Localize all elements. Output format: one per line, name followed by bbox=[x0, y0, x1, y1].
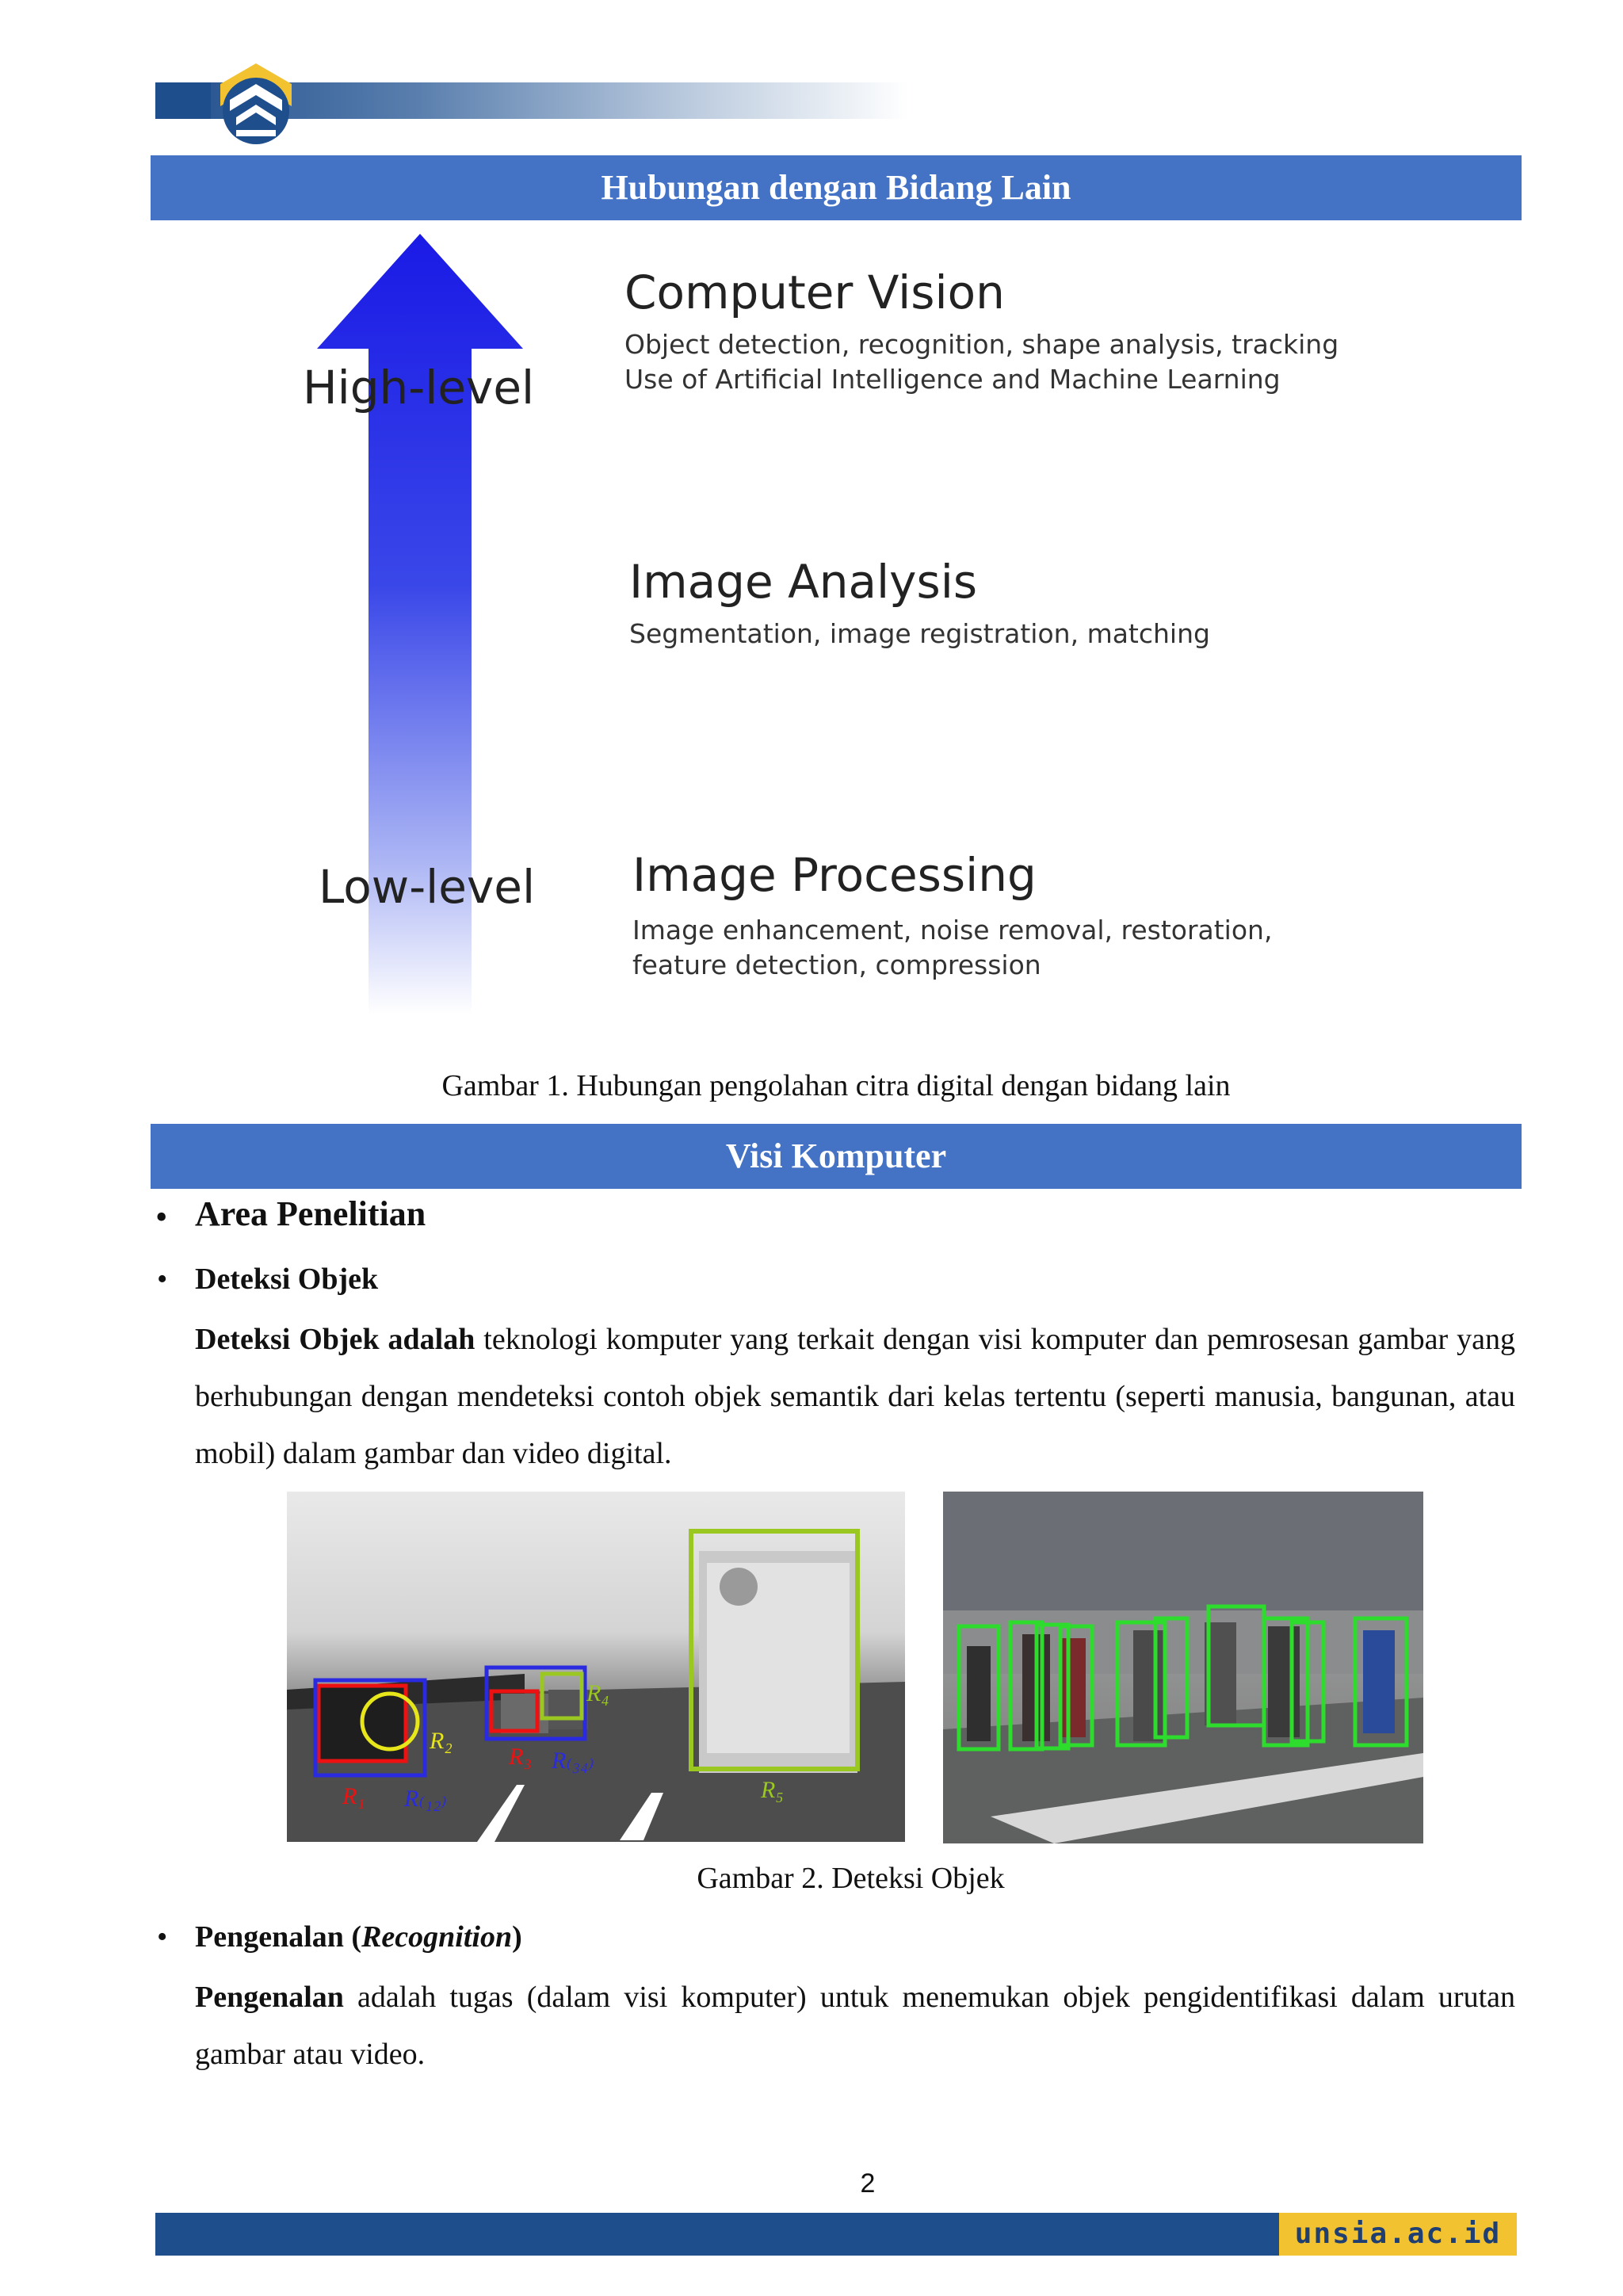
bullet-icon: • bbox=[155, 1198, 168, 1236]
vehicle-detection-photo bbox=[287, 1492, 905, 1842]
level-desc: Image enhancement, noise removal, restoration, bbox=[632, 915, 1273, 946]
pengenalan-prefix: Pengenalan ( bbox=[195, 1920, 362, 1954]
footer-site: unsia.ac.id bbox=[1279, 2213, 1517, 2256]
level-title: Image Analysis bbox=[629, 555, 978, 609]
pengenalan-italic: Recognition bbox=[361, 1920, 513, 1954]
pengenalan-heading bbox=[195, 1920, 522, 1954]
bullet-icon: • bbox=[157, 1263, 168, 1296]
header-square bbox=[155, 82, 211, 119]
footer-bar bbox=[155, 2213, 1279, 2256]
deteksi-lead: Deteksi Objek adalah bbox=[195, 1323, 475, 1356]
section-title: Visi Komputer bbox=[725, 1137, 947, 1175]
deteksi-paragraph bbox=[195, 1311, 1515, 1482]
region-label: R₅ bbox=[761, 1777, 784, 1803]
pengenalan-suffix: ) bbox=[512, 1920, 522, 1954]
pengenalan-paragraph bbox=[195, 1969, 1515, 2083]
level-image-analysis bbox=[629, 555, 1210, 651]
bullet-icon: • bbox=[157, 1920, 168, 1954]
section-title: Hubungan dengan Bidang Lain bbox=[601, 168, 1071, 207]
area-heading: Area Penelitian bbox=[195, 1194, 426, 1233]
pengenalan-text: adalah tugas (dalam visi komputer) untuk menemukan objek pengidentifikasi dalam urutan gambar atau video. bbox=[195, 1981, 1515, 2071]
region-label: R₍₃₄₎ bbox=[552, 1748, 594, 1774]
unsia-logo-icon bbox=[212, 60, 300, 147]
level-desc: Object detection, recognition, shape analysis, tracking bbox=[624, 329, 1339, 360]
pengenalan-lead: Pengenalan bbox=[195, 1981, 344, 2014]
section-title-band bbox=[151, 1124, 1522, 1189]
section-title-band bbox=[151, 155, 1522, 220]
level-computer-vision bbox=[624, 266, 1338, 397]
level-image-processing bbox=[632, 848, 1272, 983]
deteksi-heading: Deteksi Objek bbox=[195, 1263, 379, 1296]
level-desc: feature detection, compression bbox=[632, 949, 1041, 980]
figure2-caption: Gambar 2. Deteksi Objek bbox=[697, 1862, 1005, 1895]
region-label: R₍₁₂₎ bbox=[404, 1786, 447, 1812]
page-number: 2 bbox=[860, 2168, 876, 2199]
hierarchy-figure bbox=[293, 226, 1339, 1018]
low-level-label: Low-level bbox=[319, 860, 536, 914]
high-level-label: High-level bbox=[303, 361, 535, 415]
region-label: R₃ bbox=[509, 1744, 532, 1770]
level-desc: Use of Artificial Intelligence and Machine Learning bbox=[624, 364, 1281, 395]
level-title: Image Processing bbox=[632, 848, 1037, 902]
figure1-caption: Gambar 1. Hubungan pengolahan citra digital dengan bidang lain bbox=[441, 1069, 1231, 1102]
deteksi-text: teknologi komputer yang terkait dengan visi komputer dan pemrosesan gambar yang berhubungan dengan mendeteksi contoh objek semantik dari kelas tertentu (seperti manusia, bangunan, atau mobil) dalam gambar dan video digital. bbox=[195, 1323, 1515, 1470]
region-label: R₂ bbox=[430, 1728, 453, 1754]
level-desc: Segmentation, image registration, matching bbox=[629, 618, 1210, 649]
region-label: R₁ bbox=[342, 1783, 365, 1809]
level-title: Computer Vision bbox=[624, 266, 1005, 319]
region-label: R₄ bbox=[586, 1680, 609, 1706]
pedestrian-detection-photo bbox=[943, 1492, 1423, 1843]
